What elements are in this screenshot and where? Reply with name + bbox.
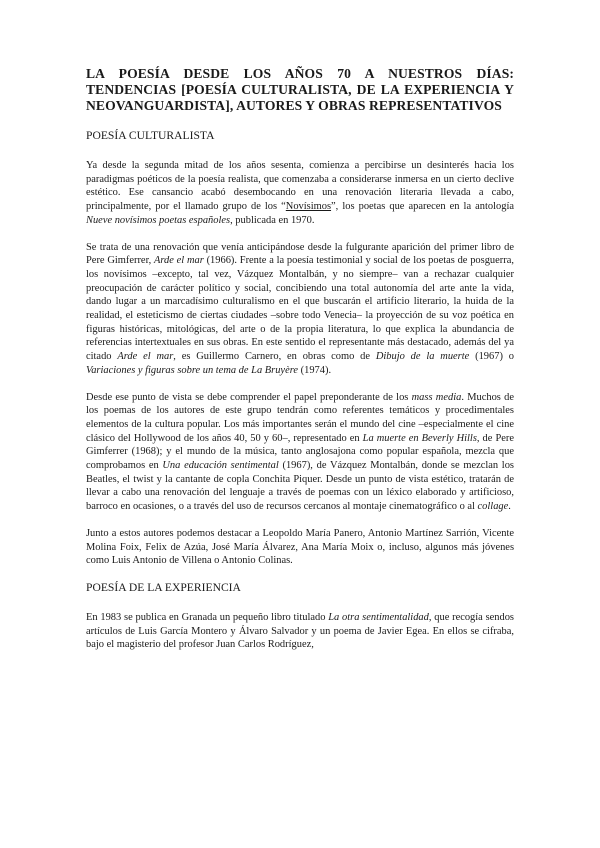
italic-title: La muerte en Beverly Hills bbox=[362, 432, 477, 444]
italic-title: Arde el mar bbox=[117, 351, 174, 363]
italic-title: Variaciones y figuras sobre un tema de La Bruyère bbox=[86, 364, 299, 376]
italic-title: Una educación sentimental bbox=[162, 460, 279, 472]
section-heading-experiencia: POESÍA DE LA EXPERIENCIA bbox=[86, 580, 241, 594]
text-run: (1974). bbox=[298, 364, 332, 376]
paragraph bbox=[86, 391, 514, 514]
text-run: (1967), de Vázquez Montalbán, donde se mezclan los Beatles, el twist y la cantante de copla Conchita Piquer. Desde un punto de vista estético, tratarán de llevar a cabo una renovación del lenguaje a través de poemas con un léxico elaborado y artificioso, barroco en ocasiones, o a través del uso de recursos cercanos al montaje cinematográfico o al bbox=[86, 460, 514, 513]
paragraph bbox=[86, 159, 514, 228]
text-run: . Muchos de los poemas de los autores de este grupo tendrán como referentes temáticos y procedimentales elementos de la cultura popular. Los más importantes serán el mundo del cine –especialmente el cine clásico del Hollywood de los años 40, 50 y 60–, representado en bbox=[86, 391, 515, 444]
document-title: LA POESÍA DESDE LOS AÑOS 70 A NUESTROS DÍAS: TENDENCIAS [POESÍA CULTURALISTA, DE LA EXPERIENCIA Y NEOVANGUARDISTA], AUTORES Y OBRAS REPRESENTATIVOS bbox=[86, 66, 514, 113]
text-run: , que recogía sendos artículos de Luis García Montero y Álvaro Salvador y un poema de Javier Egea. En ellos se cifraba, bajo el magisterio del profesor Juan Carlos Rodríguez, bbox=[86, 611, 514, 651]
text-run: , de Pere Gimferrer (1968); y el mundo de la música, tanto anglosajona como popular española, mezcla que comprobamos en bbox=[86, 432, 514, 472]
text-run: , publicada en 1970. bbox=[230, 214, 315, 226]
text-run: Ya desde la segunda mitad de los años sesenta, comienza a percibirse un desinterés hacia los paradigmas poéticos de la poesía realista, que comenzaba a considerarse inmersa en un cierto declive estético. Ese cansancio acabó desembocando en una renovación literaria llevada a cabo, principalmente, por el llamado grupo de los “ bbox=[86, 160, 514, 213]
italic-title: La otra sentimentalidad bbox=[328, 611, 429, 623]
text-run: . bbox=[508, 501, 511, 513]
paragraph: Junto a estos autores podemos destacar a Leopoldo María Panero, Antonio Martínez Sarrión, Vicente Molina Foix, Felix de Azúa, José María Álvarez, Ana María Moix o, incluso, algunos más jóvenes como Luis Antonio de Villena o Antonio Colinas. bbox=[86, 527, 514, 567]
text-run: En 1983 se publica en Granada un pequeño libro titulado bbox=[86, 611, 329, 623]
text-run: Se trata de una renovación que venía anticipándose desde la fulgurante aparición del primer libro de Pere Gimferrer, bbox=[86, 241, 514, 267]
paragraph bbox=[86, 611, 514, 652]
text-run: Desde ese punto de vista se debe comprender el papel preponderante de los bbox=[86, 391, 412, 403]
section-heading-culturalista: POESÍA CULTURALISTA bbox=[86, 129, 215, 142]
text-run: (1967) o bbox=[469, 351, 514, 363]
text-run: ”, los poetas que aparecen en la antología bbox=[331, 201, 514, 213]
underlined-term: Novísimos bbox=[285, 201, 332, 213]
italic-title: Arde el mar bbox=[154, 255, 204, 267]
italic-term: mass media bbox=[411, 391, 462, 403]
paragraph bbox=[86, 241, 514, 378]
italic-title: Nueve novísimos poetas españoles bbox=[86, 214, 231, 226]
italic-title: Dibujo de la muerte bbox=[375, 351, 470, 363]
text-run: , es Guillermo Carnero, en obras como de bbox=[173, 351, 376, 363]
italic-term: collage bbox=[477, 501, 509, 513]
text-run: (1966). Frente a la poesía testimonial y social de los poetas de posguerra, los novísimos –excepto, tal vez, Vázquez Montalbán, y no siempre– van a rechazar cualquier preocupación de carácter político y social, concibiendo una total autonomía del arte ante la vida, dando lugar a un marcadísimo culturalismo en el que buscarán el artificio literario, la huida de la realidad, el esteticismo de ciertas ciudades –sobre todo Venecia– la proyección de su voz poética en figuras históricas, mitológicas, del arte o de la propia literatura, lo que explica la abundancia de referencias intertextuales en sus obras. En este sentido el representante más destacado, además del ya citado bbox=[86, 255, 514, 363]
